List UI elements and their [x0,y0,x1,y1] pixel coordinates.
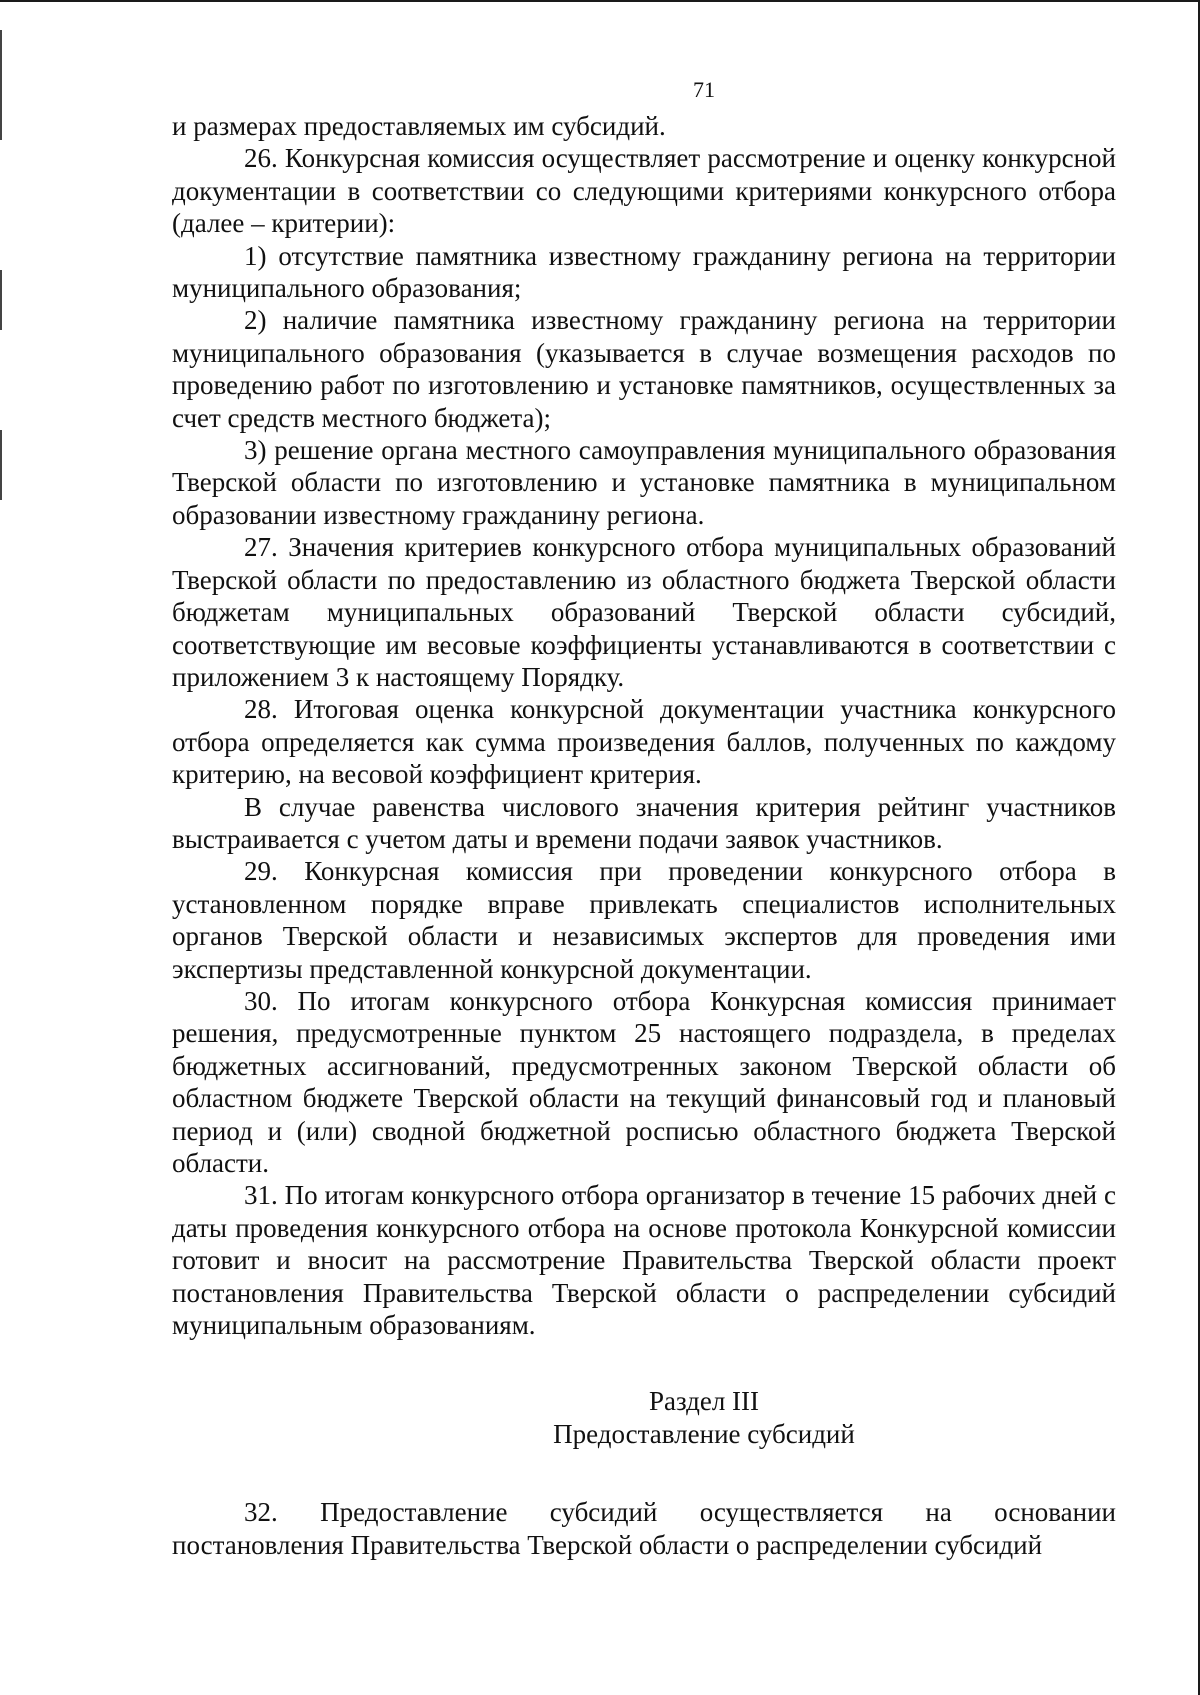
paragraph-item-28: 28. Итоговая оценка конкурсной документации участника конкурсного отбора определяется как сумма произведения баллов, полученных по каждому критерию, на весовой коэффициент критерия. [172,694,1116,790]
scan-border-top [0,0,1200,2]
paragraph-item-32: 32. Предоставление субсидий осуществляется на основании постановления Правительства Тверской области о распределении субсидий [172,1497,1116,1560]
scan-edge-mark [0,30,2,140]
criterion-3: 3) решение органа местного самоуправления муниципального образования Тверской области по изготовлению и установке памятника в муниципальном образовании известному гражданину региона. [172,435,1116,530]
scan-edge-mark [0,430,2,500]
paragraph: В случае равенства числового значения критерия рейтинг участников выстраивается с учетом даты и времени подачи заявок участников. [172,791,1116,854]
page-number: 71 [693,77,715,102]
body-text [172,1496,1116,1561]
section-label: Раздел III [648,1386,760,1417]
section-title: Предоставление субсидий [553,1418,855,1449]
spacer [172,1341,1116,1385]
body-text [172,110,1116,1341]
criterion-2: 2) наличие памятника известному гражданину региона на территории муниципального образования (указывается в случае возмещения расходов по проведению работ по изготовлению и установке памятников, осуществленных за счет средств местного бюджета); [172,305,1116,433]
scan-edge-mark [0,270,2,330]
document-page [172,70,1116,1561]
paragraph: и размерах предоставляемых им субсидий. [172,111,666,141]
paragraph-item-27: 27. Значения критериев конкурсного отбора муниципальных образований Тверской области по предоставлению из областного бюджета Тверской области бюджетам муниципальных образований Тверской области субсидий, соответствующие им весовые коэффициенты устанавливаются в соответствии с приложением 3 к настоящему Порядку. [172,532,1116,692]
criterion-1: 1) отсутствие памятника известному гражданину региона на территории муниципального образования; [172,240,1116,304]
spacer [172,1450,1116,1496]
paragraph-item-26: 26. Конкурсная комиссия осуществляет рассмотрение и оценку конкурсной документации в соответствии со следующими критериями конкурсного отбора (далее – критерии): [172,143,1116,239]
paragraph-item-29: 29. Конкурсная комиссия при проведении конкурсного отбора в установленном порядке вправе привлекать специалистов исполнительных органов Тверской области и независимых экспертов для проведения ими экспертизы представленной конкурсной документации. [172,856,1116,984]
paragraph-item-30: 30. По итогам конкурсного отбора Конкурсная комиссия принимает решения, предусмотренные пунктом 25 настоящего подраздела, в пределах бюджетных ассигнований, предусмотренных законом Тверской области об областном бюджете Тверской области на текущий финансовый год и плановый период и (или) сводной бюджетной росписью областного бюджета Тверской области. [172,985,1116,1178]
paragraph-item-31: 31. По итогам конкурсного отбора организатор в течение 15 рабочих дней с даты проведения конкурсного отбора на основе протокола Конкурсной комиссии готовит и вносит на рассмотрение Правительства Тверской области проект постановления Правительства Тверской области о распределении субсидий муниципальным образованиям. [172,1180,1116,1341]
